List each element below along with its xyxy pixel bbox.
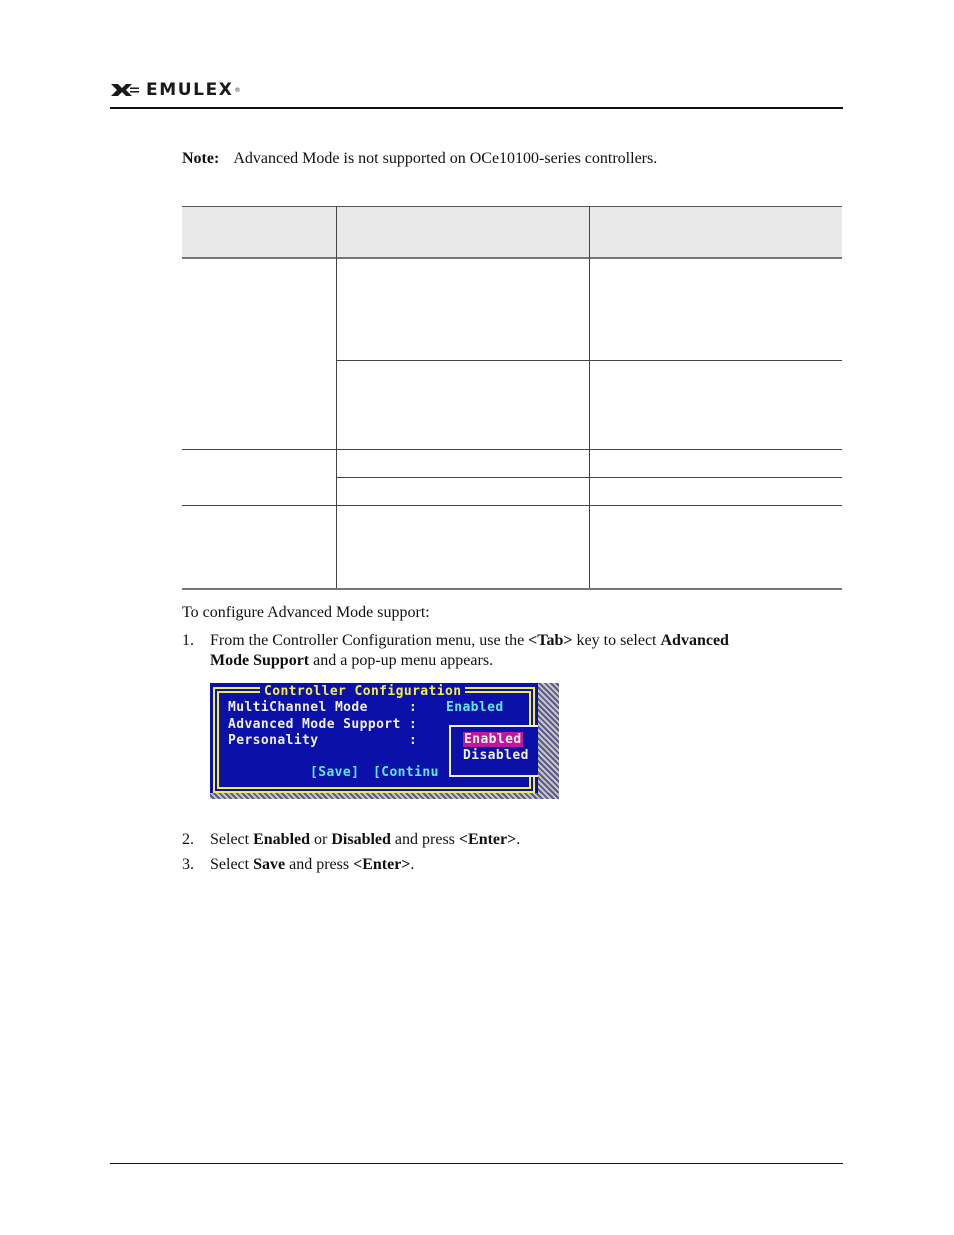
step-2-number: 2. xyxy=(182,831,194,848)
save-term: Save xyxy=(253,856,286,873)
step-1-number: 1. xyxy=(182,632,194,649)
table-header-row xyxy=(182,206,842,257)
step-1-text: and a pop-up menu appears. xyxy=(309,652,494,669)
table-header-rule xyxy=(182,257,842,259)
save-button[interactable]: [Save] xyxy=(310,765,360,780)
screen-shadow-right xyxy=(538,683,559,799)
note-text: Advanced Mode is not supported on OCe10100-series controllers. xyxy=(233,150,658,167)
table-column-rule xyxy=(589,206,590,588)
brand-name: EMULEX xyxy=(146,80,234,100)
popup-option-enabled[interactable]: Enabled xyxy=(464,732,522,747)
footer-rule xyxy=(110,1163,843,1164)
enter-key: <Enter> xyxy=(353,856,411,873)
step-2-text xyxy=(210,830,520,850)
screen-shadow-bottom xyxy=(210,793,559,799)
step-2-part: . xyxy=(516,831,521,848)
trademark-mark: ® xyxy=(234,86,241,94)
step-3-number: 3. xyxy=(182,856,194,873)
header-rule xyxy=(110,107,843,109)
mode-popup-menu[interactable] xyxy=(449,725,552,777)
table-bottom-rule xyxy=(182,588,842,590)
disabled-term: Disabled xyxy=(331,831,391,848)
table-row-rule xyxy=(182,449,842,450)
step-2-part: Select xyxy=(210,831,254,848)
table-row-rule xyxy=(182,505,842,506)
mode-table xyxy=(182,206,842,590)
step-1-text: From the Controller Configuration menu, use the xyxy=(210,632,529,649)
screen-title: Controller Configuration xyxy=(260,684,465,699)
table-column-rule xyxy=(336,206,337,588)
intro-text: To configure Advanced Mode support: xyxy=(182,604,430,621)
controller-configuration-screenshot xyxy=(210,683,559,799)
step-3-part: Select xyxy=(210,856,254,873)
tab-key: <Tab> xyxy=(528,632,573,649)
note xyxy=(182,149,657,169)
popup-option-disabled[interactable]: Disabled xyxy=(463,748,529,763)
enter-key: <Enter> xyxy=(458,831,517,848)
step-3-part: and press xyxy=(285,856,354,873)
step-3-text xyxy=(210,855,414,875)
personality-label: Personality : xyxy=(228,733,418,748)
mode-support-term: Mode Support xyxy=(210,652,310,669)
note-label: Note: xyxy=(182,150,220,167)
step-1-line-2 xyxy=(210,651,493,671)
enabled-term: Enabled xyxy=(253,831,311,848)
multichannel-mode-label: MultiChannel Mode : xyxy=(228,700,418,715)
table-top-rule xyxy=(182,206,842,207)
advanced-term: Advanced xyxy=(660,632,729,649)
emulex-logo xyxy=(110,79,241,101)
step-1-text: key to select xyxy=(572,632,661,649)
continue-button[interactable]: [Continu xyxy=(373,765,439,780)
step-1-line-1 xyxy=(210,631,729,651)
advanced-mode-support-label: Advanced Mode Support : xyxy=(228,717,418,732)
emulex-logo-icon xyxy=(110,82,140,98)
multichannel-mode-value: Enabled xyxy=(446,700,504,715)
step-3-part: . xyxy=(410,856,415,873)
step-2-part: or xyxy=(310,831,332,848)
step-2-part: and press xyxy=(390,831,459,848)
